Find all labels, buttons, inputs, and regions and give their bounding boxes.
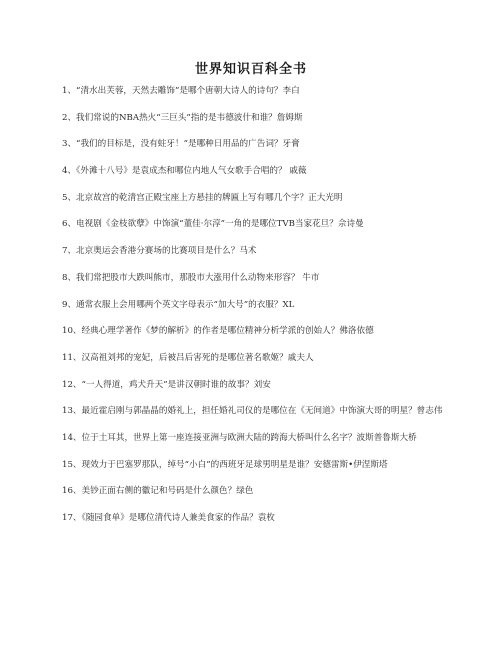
document-title: 世界知识百科全书 — [194, 62, 307, 77]
qa-item-4: 4、《外滩十八号》是袁成杰和哪位内地人气女歌手合唱的？ 戚薇 — [62, 166, 307, 177]
qa-item-3: 3、“我们的目标是，没有蛀牙！”是哪种日用品的广告词？牙膏 — [62, 139, 300, 150]
qa-item-6: 6、电视剧《金枝欲孽》中饰演“董佳·尔淳”一角的是哪位TVB当家花旦？佘诗曼 — [62, 219, 364, 230]
qa-item-11: 11、汉高祖刘邦的宠妃，后被吕后害死的是哪位著名歌姬？戚夫人 — [62, 352, 314, 363]
qa-item-10: 10、经典心理学著作《梦的解析》的作者是哪位精神分析学派的创始人？佛洛依德 — [62, 326, 374, 337]
qa-item-14: 14、位于土耳其，世界上第一座连接亚洲与欧洲大陆的跨海大桥叫什么名字？波斯普鲁斯大桥 — [62, 432, 417, 443]
qa-item-12: 12、“一人得道，鸡犬升天”是讲汉朝时谁的故事？刘安 — [62, 379, 271, 390]
qa-item-9: 9、通常衣服上会用哪两个英文字母表示“加大号”的衣服？XL — [62, 299, 295, 310]
qa-item-16: 16、美钞正面右侧的徽记和号码是什么颜色？绿色 — [62, 486, 254, 497]
qa-item-2: 2、我们常说的NBA热火“三巨头”指的是韦德波什和谁？詹姆斯 — [62, 112, 303, 123]
qa-item-13: 13、最近霍启刚与郭晶晶的婚礼上，担任婚礼司仪的是哪位在《无间道》中饰演大哥的明星？曾志伟 — [62, 406, 443, 417]
qa-item-1: 1、“清水出芙蓉，天然去雕饰”是哪个唐朝大诗人的诗句？李白 — [62, 86, 300, 96]
qa-item-17: 17、《随园食单》是哪位清代诗人兼美食家的作品？袁枚 — [62, 513, 275, 523]
qa-item-5: 5、北京故宫的乾清宫正殿宝座上方悬挂的牌匾上写有哪几个字？正大光明 — [62, 192, 343, 203]
qa-item-8: 8、我们常把股市大跌叫熊市，那股市大涨用什么动物来形容？ 牛市 — [62, 272, 320, 283]
qa-list — [62, 81, 454, 535]
qa-item-15: 15、现效力于巴塞罗那队，绰号“小白”的西班牙足球男明星是谁？安德雷斯•伊涅斯塔 — [62, 459, 388, 470]
qa-item-7: 7、北京奥运会香港分赛场的比赛项目是什么？马术 — [62, 246, 257, 257]
